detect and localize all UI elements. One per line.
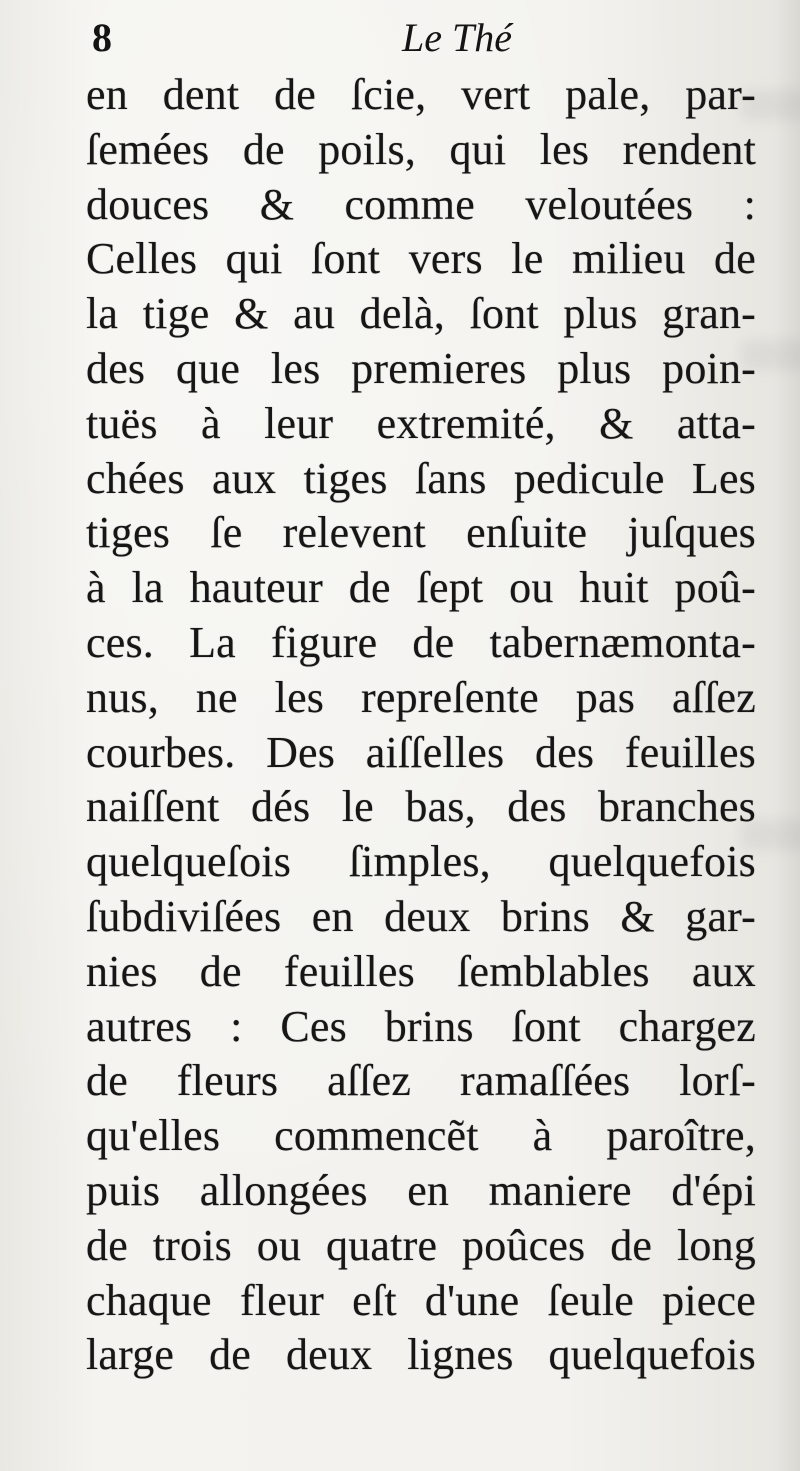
text-line: tiges ſe relevent enſuite juſques (86, 508, 756, 558)
body-text (86, 68, 756, 1383)
text-line: large de deux lignes quelquefois (86, 1330, 756, 1380)
page-number: 8 (92, 15, 112, 60)
text-line: puis allongées en maniere d'épi (86, 1165, 756, 1215)
text-line: naiſſent dés le bas, des branches (86, 782, 756, 832)
text-line: de trois ou quatre poûces de long (86, 1220, 756, 1270)
page-edge-shadow (774, 0, 800, 1471)
text-line: de fleurs aſſez ramaſſées lorſ- (86, 1056, 756, 1106)
text-line: chées aux tiges ſans pedicule Les (86, 453, 756, 503)
text-line: chaque fleur eſt d'une ſeule piece (86, 1275, 756, 1325)
text-line: autres : Ces brins ſont chargez (86, 1001, 756, 1051)
text-line: douces & comme veloutées : (86, 179, 756, 229)
text-line: ſemées de poils, qui les rendent (86, 124, 756, 174)
text-line: la tige & au delà, ſont plus gran- (86, 289, 756, 339)
text-line: nus, ne les repreſente pas aſſez (86, 672, 756, 722)
text-line: Celles qui ſont vers le milieu de (86, 234, 756, 284)
text-line: à la hauteur de ſept ou huit poû- (86, 563, 756, 613)
text-line: en dent de ſcie, vert pale, par- (86, 70, 756, 119)
text-line: courbes. Des aiſſelles des feuilles (86, 727, 756, 777)
page-header (92, 14, 742, 60)
text-line: quelqueſois ſimples, quelquefois (86, 837, 756, 887)
text-line: tuës à leur extremité, & atta- (86, 398, 756, 448)
text-line: qu'elles commencẽt à paroître, (86, 1111, 756, 1161)
running-head: Le Thé (402, 15, 512, 60)
text-line: ſubdiviſées en deux brins & gar- (86, 891, 756, 941)
text-line: des que les premieres plus poin- (86, 343, 756, 393)
text-line: ces. La figure de tabernæmonta- (86, 617, 756, 667)
text-line: nies de feuilles ſemblables aux (86, 946, 756, 996)
